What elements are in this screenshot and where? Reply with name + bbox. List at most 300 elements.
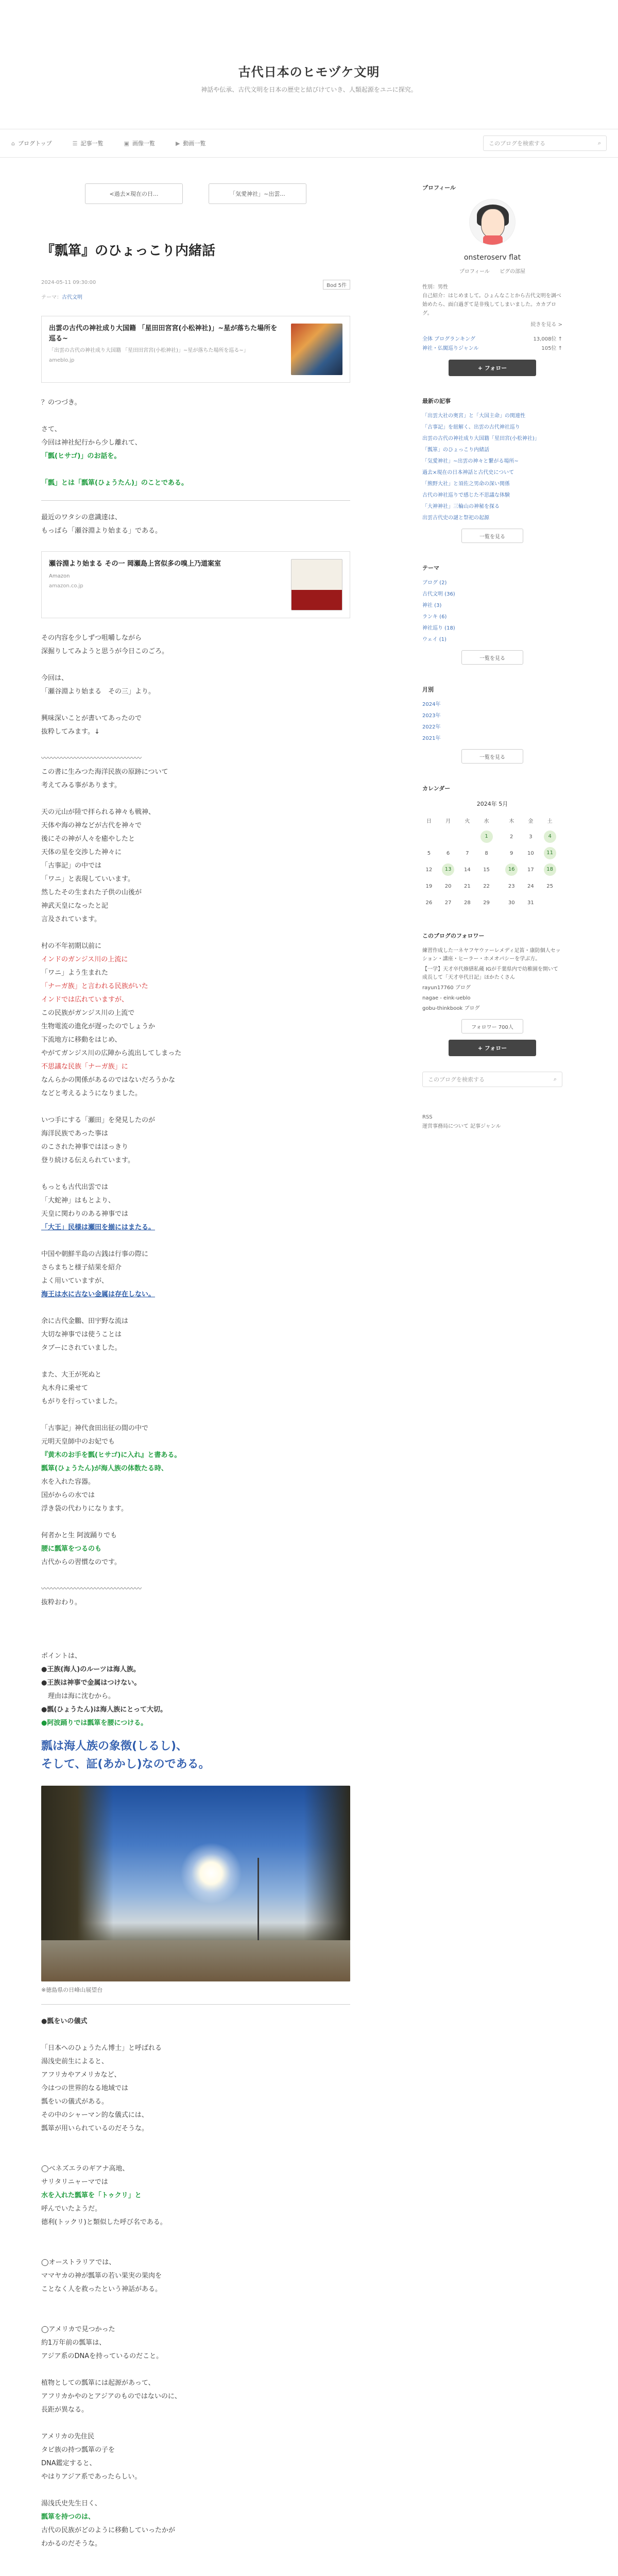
theme-list-button[interactable]: 一覧を見る — [461, 650, 523, 665]
calendar-table — [422, 812, 562, 911]
calendar-weekday: 日 — [426, 818, 432, 824]
paragraph-line — [41, 926, 350, 940]
paragraph-line: 「古事記」の中では — [41, 862, 102, 870]
paragraph-line: やはりアジア系であったらしい。 — [41, 2473, 142, 2481]
paragraph-line: 湯浅氏史先生日く、 — [41, 2500, 101, 2508]
calendar-day-marked[interactable]: 18 — [544, 863, 556, 876]
calendar-day: 10 — [527, 850, 534, 856]
home-icon: ⌂ — [11, 140, 15, 147]
paragraph-line: 古代の民族がどのように移動していったかが — [41, 2527, 176, 2535]
sunset-photo — [41, 1786, 350, 1981]
video-icon: ▶ — [175, 140, 180, 147]
paragraph-line: 大切な神事では使うことは — [41, 1331, 122, 1338]
avatar-body — [483, 235, 503, 245]
calendar-day: 28 — [464, 900, 471, 906]
nav-article-list[interactable] — [73, 139, 104, 147]
calendar-day[interactable] — [436, 861, 461, 878]
paragraph-line — [41, 410, 350, 423]
follower-item[interactable]: gobu-thinkbook ブログ — [422, 1006, 480, 1011]
avatar-face — [481, 209, 505, 238]
paragraph-line: 後にその神が人々を癒やしたと — [41, 835, 135, 843]
paragraph-block — [41, 632, 350, 1609]
nav-label: 動画一覧 — [183, 140, 206, 147]
paragraph-line: ◯ベネズエラのギアナ高地、 — [41, 2165, 129, 2173]
sidebar-search-input[interactable] — [422, 1072, 562, 1087]
recent-entry-link[interactable]: 古代の神社巡りで感じた不思議な体験 — [422, 493, 510, 498]
paragraph-line: 呼んでいたようだ。 — [41, 2205, 102, 2213]
theme-link[interactable]: 神社巡り (18) — [422, 625, 455, 631]
read-more-link[interactable]: 続きを見る > — [530, 322, 562, 328]
calendar-day: 21 — [464, 883, 471, 889]
paragraph-line — [41, 2229, 350, 2243]
follow-button[interactable]: + フォロー — [449, 1040, 536, 1056]
archive-link[interactable]: 2022年 — [422, 724, 441, 730]
site-description: 神話や伝承、古代文明を日本の歴史と結びけていき、人類起源をユニに探究。 — [201, 86, 417, 93]
divider — [41, 500, 350, 501]
calendar-day-marked[interactable]: 16 — [505, 863, 518, 876]
calendar-day: 23 — [508, 883, 515, 889]
paragraph-line: 「日本へのひょうたん博士」と呼ばれる — [41, 2044, 162, 2053]
paragraph-line: 〰〰〰〰〰〰〰〰〰〰〰〰〰〰〰 — [41, 1585, 142, 1593]
calendar-day-marked[interactable]: 1 — [480, 831, 493, 843]
calendar-section — [422, 784, 562, 911]
paragraph-line: 瓢箪(ひょうたん)が海人族の体数たる時、 — [41, 1465, 168, 1472]
entry-pager — [41, 183, 350, 204]
recent-entry-link[interactable]: 「気愛神社」~出雲の神々と繋がる場所~ — [422, 459, 519, 464]
paragraph-line: 浮き袋の代わりになります。 — [41, 1505, 128, 1513]
ranking-link[interactable]: 全体 ブログランキング — [422, 336, 475, 342]
sidebar — [422, 158, 562, 2576]
sidebar-heading: テーマ — [422, 565, 439, 571]
paragraph-line — [41, 2243, 350, 2256]
card-desc: Amazon — [49, 573, 70, 579]
sidebar-heading: カレンダー — [422, 785, 451, 792]
calendar-day[interactable] — [537, 845, 562, 861]
nav-label: ブログトップ — [18, 140, 52, 147]
nav-blog-top[interactable] — [11, 139, 52, 147]
paragraph-line: その中のシャーマン的な儀式には、 — [41, 2111, 148, 2120]
paragraph-line: やがてガンジス川の広陣から流出してしまった — [41, 1049, 182, 1057]
recent-entry-link[interactable]: 出雲の古代の神社成り大国籍「星田宮(小松神社)」 — [422, 436, 540, 442]
pig-room-link[interactable]: ピグの部屋 — [500, 269, 526, 275]
calendar-day: 7 — [466, 850, 469, 856]
calendar-day: 19 — [425, 883, 433, 889]
paragraph-line: わかるのだそうな。 — [41, 2540, 102, 2548]
calendar-day: 25 — [546, 883, 554, 889]
card-text — [49, 559, 291, 611]
photo-sun — [180, 1842, 242, 1904]
paragraph-line: タブーにされていました。 — [41, 1344, 122, 1352]
paragraph-line — [41, 1100, 350, 1114]
paragraph-line: 古代からの習慣なのです。 — [41, 1558, 121, 1566]
paragraph-line: ●王族(海人)のルーツは海人族。 — [41, 1666, 140, 1673]
recent-entry-link[interactable]: 出雲古代史の謎と祭祀の起源 — [422, 515, 489, 521]
follower-item[interactable]: 【一学】天才卒代修繕私蔵 IGが千葉県内で幼稚園を開いて成長して「天才卒代日記」ほかたくさん — [422, 967, 558, 980]
entry-date: 2024-05-11 09:30:00 — [41, 280, 96, 285]
theme-link[interactable]: ブログ (2) — [422, 580, 447, 586]
calendar-day — [436, 828, 461, 845]
entry-meta — [41, 280, 350, 290]
calendar-day-marked[interactable]: 13 — [442, 863, 454, 876]
paragraph-line: 「瀬谷淵より始まる その三」より。 — [41, 688, 156, 696]
archive-link[interactable]: 2023年 — [422, 713, 441, 719]
paragraph-line: 「ナーガ族」と言われる民族がいた — [41, 982, 148, 990]
paragraph-line: ◯オーストラリアでは、 — [41, 2259, 116, 2267]
calendar-weekday: 水 — [484, 818, 489, 824]
paragraph-line: ◯アメリカで見つかった — [41, 2326, 115, 2334]
calendar-day: 8 — [485, 850, 488, 856]
paragraph-line: その内容を少しずつ咀嚼しながら — [41, 634, 142, 642]
paragraph-line: 今回は、 — [41, 674, 68, 682]
card-thumbnail — [291, 324, 342, 375]
calendar-day: 29 — [483, 900, 490, 906]
paragraph-line: さて、 — [41, 426, 61, 433]
calendar-day[interactable] — [499, 861, 524, 878]
paragraph-line: 天の元山が陸で拝られる神々も戦神、 — [41, 808, 156, 816]
paragraph-line — [41, 1355, 350, 1368]
paragraph-line: 「瓢(ヒサゴ)」のお話を。 — [41, 452, 121, 460]
emphasis-heading — [41, 1737, 350, 1773]
paragraph-line: 抜粋おわり。 — [41, 1599, 82, 1606]
calendar-day: 20 — [444, 883, 452, 889]
paragraph-block — [41, 2015, 350, 2576]
profile-info — [422, 283, 562, 318]
book-cover — [291, 559, 342, 611]
paragraph-line: 余に古代金鵬、田宇野な流は — [41, 1317, 129, 1325]
ranking-row — [422, 335, 562, 344]
paragraph-block — [41, 511, 350, 538]
calendar-day-marked[interactable]: 4 — [544, 831, 556, 843]
calendar-day — [422, 828, 436, 845]
paragraph-line — [41, 1569, 350, 1583]
paragraph-line: もっぱら「瀬谷淵より始まる」である。 — [41, 527, 162, 535]
prev-entry-button[interactable]: <過去×現在の日... — [85, 183, 183, 204]
recent-entry-link[interactable]: 「瓢箪」のひょっこり内緒話 — [422, 447, 489, 453]
paragraph-line — [41, 1234, 350, 1248]
paragraph-line: この書に生みつた海洋民族の原跡について — [41, 768, 168, 776]
card-title: 瀬谷淵より始まる その一 岡瀬島上宮似多の嗅上乃道案室 — [49, 560, 221, 568]
theme-link[interactable]: 古代文明 — [62, 295, 82, 300]
sidebar-heading: 最新の記事 — [422, 398, 451, 404]
paragraph-line: ？のつづき。 — [41, 399, 81, 406]
nav-image-list[interactable] — [124, 139, 155, 147]
archive-section — [422, 685, 562, 764]
image-icon: ▣ — [124, 140, 129, 147]
amazon-card[interactable] — [41, 551, 350, 618]
theme-link[interactable]: 古代文明 (36) — [422, 591, 455, 597]
paragraph-line: 中国や朝鮮半島の古銭は行事の際に — [41, 1250, 149, 1258]
paragraph-line: 「古事記」神代食田出征の間の中で — [41, 1425, 149, 1432]
paragraph-line: 『黄木のお手を瓢(ヒサゴ)に入れ』と書ある。 — [41, 1451, 181, 1459]
paragraph-line: 長距が異なる。 — [41, 2406, 89, 2414]
paragraph-line: 言及されています。 — [41, 916, 101, 923]
card-text — [49, 324, 291, 375]
paragraph-line — [41, 739, 350, 752]
ranking-row — [422, 344, 562, 353]
paragraph-line: 興味深いことが書いてあったので — [41, 715, 142, 722]
recent-entry-link[interactable]: 「出雲大社の奥宮」と「大国主命」の関連性 — [422, 413, 525, 419]
paragraph-line — [41, 2310, 350, 2323]
calendar-day: 15 — [483, 867, 490, 873]
heading-line: そして、証(あかし)なのである。 — [41, 1758, 210, 1771]
paragraph-line: タビ族の持つ瓢箪の子を — [41, 2446, 115, 2454]
calendar-day: 27 — [444, 900, 452, 906]
paragraph-line: 約1万年前の瓢箪は、 — [41, 2339, 106, 2347]
profile-block — [422, 199, 562, 376]
paragraph-line: ことなく人を救ったという神話がある。 — [41, 2285, 162, 2294]
paragraph-line: 「大王」民様は瀬田を揃にはまたる。 — [41, 1224, 156, 1231]
paragraph-line: 「大蛇神」はもとより、 — [41, 1197, 115, 1205]
paragraph-line: サリタリニャーマでは — [41, 2178, 108, 2187]
paragraph-line: ママヤカの神が瓢箪の若い果実の果肉を — [41, 2272, 162, 2280]
calendar-day[interactable] — [537, 861, 562, 878]
paragraph-line: 今回は神社紀行から少し離れて、 — [41, 439, 142, 447]
site-title[interactable]: 古代日本のヒモヅケ文明 — [238, 65, 380, 79]
calendar-day — [537, 894, 562, 911]
paragraph-line: 深掘りしてみようと思うが今日このごろ。 — [41, 648, 169, 655]
calendar-day: 26 — [425, 900, 433, 906]
recent-entry-link[interactable]: 「大神神社」三輪山の神秘を探る — [422, 504, 500, 510]
paragraph-line: 瓢箪が用いられているのだそうな。 — [41, 2125, 149, 2133]
paragraph-line: などと考えるようになりました。 — [41, 1090, 142, 1097]
paragraph-line: アフリカやアメリカなど、 — [41, 2071, 121, 2079]
search-icon[interactable]: ⌕ — [597, 140, 601, 146]
paragraph-line: 登り続ける伝えられています。 — [41, 1157, 134, 1164]
follower-list — [422, 947, 562, 1013]
sidebar-heading: 月別 — [422, 686, 434, 693]
sidebar-heading: プロフィール — [422, 184, 456, 191]
paragraph-line — [41, 2028, 350, 2042]
recent-entry-link[interactable]: 「熊野大社」と須佐之男命の深い関係 — [422, 481, 510, 487]
calendar-day[interactable] — [537, 828, 562, 845]
paragraph-line — [41, 463, 350, 477]
follower-count-button[interactable]: フォロワー 700人 — [461, 1019, 523, 1033]
paragraph-line — [41, 2149, 350, 2162]
photo-city — [41, 1940, 350, 1981]
paragraph-line: 天体や海の神などが古代を神々で — [41, 822, 142, 829]
rss-section — [422, 1113, 562, 1131]
paragraph-line: 植物としての瓢箪には起源があって、 — [41, 2379, 155, 2387]
recent-entries — [422, 397, 562, 543]
paragraph-line — [41, 792, 350, 806]
paragraph-line — [41, 2136, 350, 2149]
paragraph-line: 最近のワタシの意識達は、 — [41, 514, 122, 521]
paragraph-line: もがりを行っていました。 — [41, 1398, 122, 1405]
paragraph-line: 湯浅史前生によると、 — [41, 2058, 109, 2066]
recent-list — [422, 412, 562, 522]
card-title: 出雲の古代の神社成り大国籍 「星田田宮宮(小松神社)」~星が落ちた場所を巡る~ — [49, 325, 278, 343]
paragraph-line: 天皇に関わりのある神事では — [41, 1210, 129, 1218]
photo-caption: ※徳島県の日峰山展望台 — [41, 1987, 103, 1994]
calendar-day: 14 — [464, 867, 471, 873]
paragraph-line: 考えてみる事があります。 — [41, 782, 121, 789]
next-entry-button[interactable]: 「気愛神社」~出雲... — [209, 183, 306, 204]
paragraph-line: 今はつの世界的なる地域では — [41, 2084, 129, 2093]
calendar-day: 3 — [529, 834, 533, 840]
paragraph-line: 理由は海に沈むから。 — [41, 1692, 115, 1700]
list-icon: ☰ — [72, 140, 78, 147]
nav-label: 画像一覧 — [132, 140, 155, 147]
paragraph-line — [41, 1409, 350, 1422]
paragraph-line: よく用いていますが、 — [41, 1277, 109, 1285]
paragraph-line: 天体の星を交渉した神々に — [41, 849, 122, 856]
calendar-day: 5 — [427, 850, 431, 856]
page-layout — [0, 158, 618, 2576]
paragraph-line: 下流地方に移動をはじめ、 — [41, 1036, 122, 1044]
nav-label: 記事一覧 — [80, 140, 104, 147]
profile-intro: 自己紹介：はじめまして。ひょんなことから古代文明を調べ始めたら、面白過ぎて是非残してしまいました。カカブログ。 — [422, 293, 561, 316]
archive-list — [422, 701, 562, 743]
paragraph-line: 生物電流の進化が遅ったのでしょうか — [41, 1023, 156, 1030]
theme-link[interactable]: ランキ (6) — [422, 614, 447, 620]
calendar-day: 6 — [446, 850, 450, 856]
follower-item[interactable]: rayun17760 ブログ — [422, 985, 471, 991]
heading-line: 瓢は海人族の象徴(しるし)、 — [41, 1740, 188, 1753]
paragraph-line: ポイントは、 — [41, 1652, 82, 1660]
paragraph-line — [41, 2551, 350, 2564]
ranking-value: 13,008位 ↑ — [533, 336, 562, 342]
paragraph-line: 腰に瓢箪をつるのも — [41, 1545, 102, 1553]
profile-link[interactable]: プロフィール — [459, 269, 490, 275]
calendar-day: 30 — [508, 900, 515, 906]
paragraph-line: DNA鑑定すると、 — [41, 2460, 96, 2468]
followers-section — [422, 931, 562, 1056]
entry-share-box[interactable]: Bod 5件 — [323, 280, 350, 290]
search-placeholder: このブログを検索する — [428, 1076, 485, 1083]
paragraph-line: のこされた神事ではほっきり — [41, 1143, 129, 1151]
paragraph-line: 不思議な民族「ナーガ族」に — [41, 1063, 128, 1071]
nav-video-list[interactable] — [176, 139, 205, 147]
calendar-day — [460, 828, 474, 845]
follower-item[interactable]: nagae - eink-ueblo — [422, 995, 471, 1001]
paragraph-line: ●阿波踊りでは瓢箪を腰につける。 — [41, 1719, 148, 1727]
paragraph-line: 国がからの水では — [41, 1492, 95, 1499]
paragraph-line: 元明天皇師中のお妃でも — [41, 1438, 115, 1446]
avatar[interactable] — [469, 199, 516, 245]
paragraph-line: インドでは広れていますが、 — [41, 996, 129, 1004]
calendar-day: 22 — [483, 883, 490, 889]
paragraph-line: インドのガンジス川の上流に — [41, 956, 128, 963]
paragraph-line: 村の不年初期以前に — [41, 942, 102, 950]
entry-theme — [41, 293, 350, 300]
paragraph-line: 然したその生まれた子供の山後が — [41, 889, 142, 896]
paragraph-line — [41, 658, 350, 672]
paragraph-line: 海王は水に古ない金属は存在しない。 — [41, 1291, 156, 1298]
search-input[interactable] — [483, 135, 607, 151]
calendar-day: 12 — [425, 867, 433, 873]
card-source: ameblo.jp — [49, 358, 75, 363]
ranking-value: 105位 ↑ — [541, 346, 562, 351]
paragraph-line: なんらかの関係があるのではないだろうかな — [41, 1076, 176, 1084]
calendar-day: 24 — [527, 883, 534, 889]
calendar-day: 9 — [510, 850, 513, 856]
paragraph-line — [41, 1516, 350, 1529]
calendar-day-marked[interactable]: 11 — [544, 847, 556, 859]
calendar-weekday: 木 — [509, 818, 514, 824]
archive-link[interactable]: 2024年 — [422, 702, 441, 707]
search-placeholder: このブログを検索する — [489, 140, 545, 147]
paragraph-line: 抜粋してみます。↓ — [41, 728, 100, 736]
paragraph-line — [41, 1301, 350, 1315]
paragraph-block — [41, 396, 350, 490]
follower-item[interactable]: 練習作成した一ネヤフヤウァーレメディ足笛・康防個人セッション・講座・ヒーラー・ホメオパシーを学ぶ方。 — [422, 948, 561, 962]
paragraph-line: 何者かと生 阿波踊りでも — [41, 1532, 117, 1539]
paragraph-line: 瓢をいの儀式がある。 — [41, 2098, 109, 2106]
blog-navbar — [0, 129, 618, 158]
paragraph-line: 「ワニ」と表現していいます。 — [41, 875, 134, 883]
paragraph-line: もっとも古代出雲では — [41, 1183, 109, 1191]
paragraph-line: 丸木舟に乗せて — [41, 1384, 89, 1392]
recent-entry-link[interactable]: 「古事記」を紐解く、出雲の古代神社巡り — [422, 425, 520, 430]
paragraph-line: 〰〰〰〰〰〰〰〰〰〰〰〰〰〰〰 — [41, 755, 142, 762]
calendar-weekday: 月 — [445, 818, 451, 824]
paragraph-line: 水を入れた容器。 — [41, 1478, 95, 1486]
calendar-day: 31 — [527, 900, 534, 906]
paragraph-line: 「ワニ」よう生まれた — [41, 969, 109, 977]
recent-list-button[interactable]: 一覧を見る — [461, 529, 523, 543]
calendar-day: 17 — [527, 867, 534, 873]
entry-title: 『瓢箪』のひょっこり内緒話 — [41, 243, 216, 259]
paragraph-line: アフリカかやのとアジアのものではないのに、 — [41, 2393, 181, 2401]
paragraph-line: 德利(トックリ)と類似した呼び名である。 — [41, 2218, 167, 2227]
paragraph-line: アメリカの先住民 — [41, 2433, 95, 2441]
paragraph-line — [41, 1167, 350, 1181]
follow-button[interactable]: + フォロー — [449, 360, 536, 376]
paragraph-line: いつ手にする「瀬田」を発見したのが — [41, 1116, 156, 1124]
archive-list-button[interactable]: 一覧を見る — [461, 749, 523, 764]
paragraph-line: 神武天皇になったと記 — [41, 902, 109, 910]
calendar-day: 2 — [510, 834, 513, 840]
calendar-title: 2024年 5月 — [476, 801, 508, 807]
divider — [41, 2004, 350, 2005]
genre-link[interactable]: 運営事務局について 記事ジャンル — [422, 1124, 501, 1129]
paragraph-line — [41, 2564, 350, 2576]
link-card[interactable] — [41, 316, 350, 383]
theme-section — [422, 564, 562, 665]
calendar-day[interactable] — [474, 828, 499, 845]
paragraph-line: 水を入れた瓢箪を「トゥクリ」と — [41, 2192, 142, 2200]
profile-name[interactable]: onsteroserv flat — [464, 253, 521, 262]
paragraph-line: 「瓢」とは「瓢箪(ひょうたん)」のことである。 — [41, 479, 188, 487]
paragraph-line — [41, 2363, 350, 2377]
rss-link[interactable]: RSS — [422, 1114, 433, 1120]
calendar-weekday: 火 — [465, 818, 470, 824]
ranking-link[interactable]: 神社・仏閣巡りジャンル — [422, 346, 479, 351]
card-source: amazon.co.jp — [49, 583, 83, 589]
theme-link[interactable]: 神社 (3) — [422, 603, 442, 608]
paragraph-line: ●王族は神事で金属はつけない。 — [41, 1679, 141, 1687]
site-header — [0, 0, 618, 129]
paragraph-line: アジア系のDNAを持っているのだこと。 — [41, 2352, 163, 2361]
paragraph-line: さらまちと様子結果を紹介 — [41, 1264, 122, 1272]
archive-link[interactable]: 2021年 — [422, 736, 441, 741]
paragraph-line: ●瓢をいの儀式 — [41, 2018, 88, 2026]
recent-entry-link[interactable]: 過去×現在の日本神話と古代史について — [422, 470, 514, 476]
paragraph-line: ●瓢(ひょうたん)は海人族にとって大切。 — [41, 1706, 167, 1714]
search-icon[interactable]: ⌕ — [553, 1076, 557, 1082]
theme-list — [422, 579, 562, 644]
paragraph-line — [41, 2417, 350, 2430]
paragraph-line: 海洋民族であった事は — [41, 1130, 108, 1138]
profile-gender: 性別：男性 — [422, 284, 448, 290]
paragraph-line: 瓢箪を持つのは、 — [41, 2513, 95, 2521]
calendar-weekday: 金 — [528, 818, 534, 824]
article-main — [41, 158, 350, 2576]
theme-label: テーマ： — [41, 295, 62, 300]
calendar-weekday: 土 — [547, 818, 553, 824]
theme-link[interactable]: ウェイ (1) — [422, 637, 447, 642]
paragraph-line — [41, 699, 350, 712]
